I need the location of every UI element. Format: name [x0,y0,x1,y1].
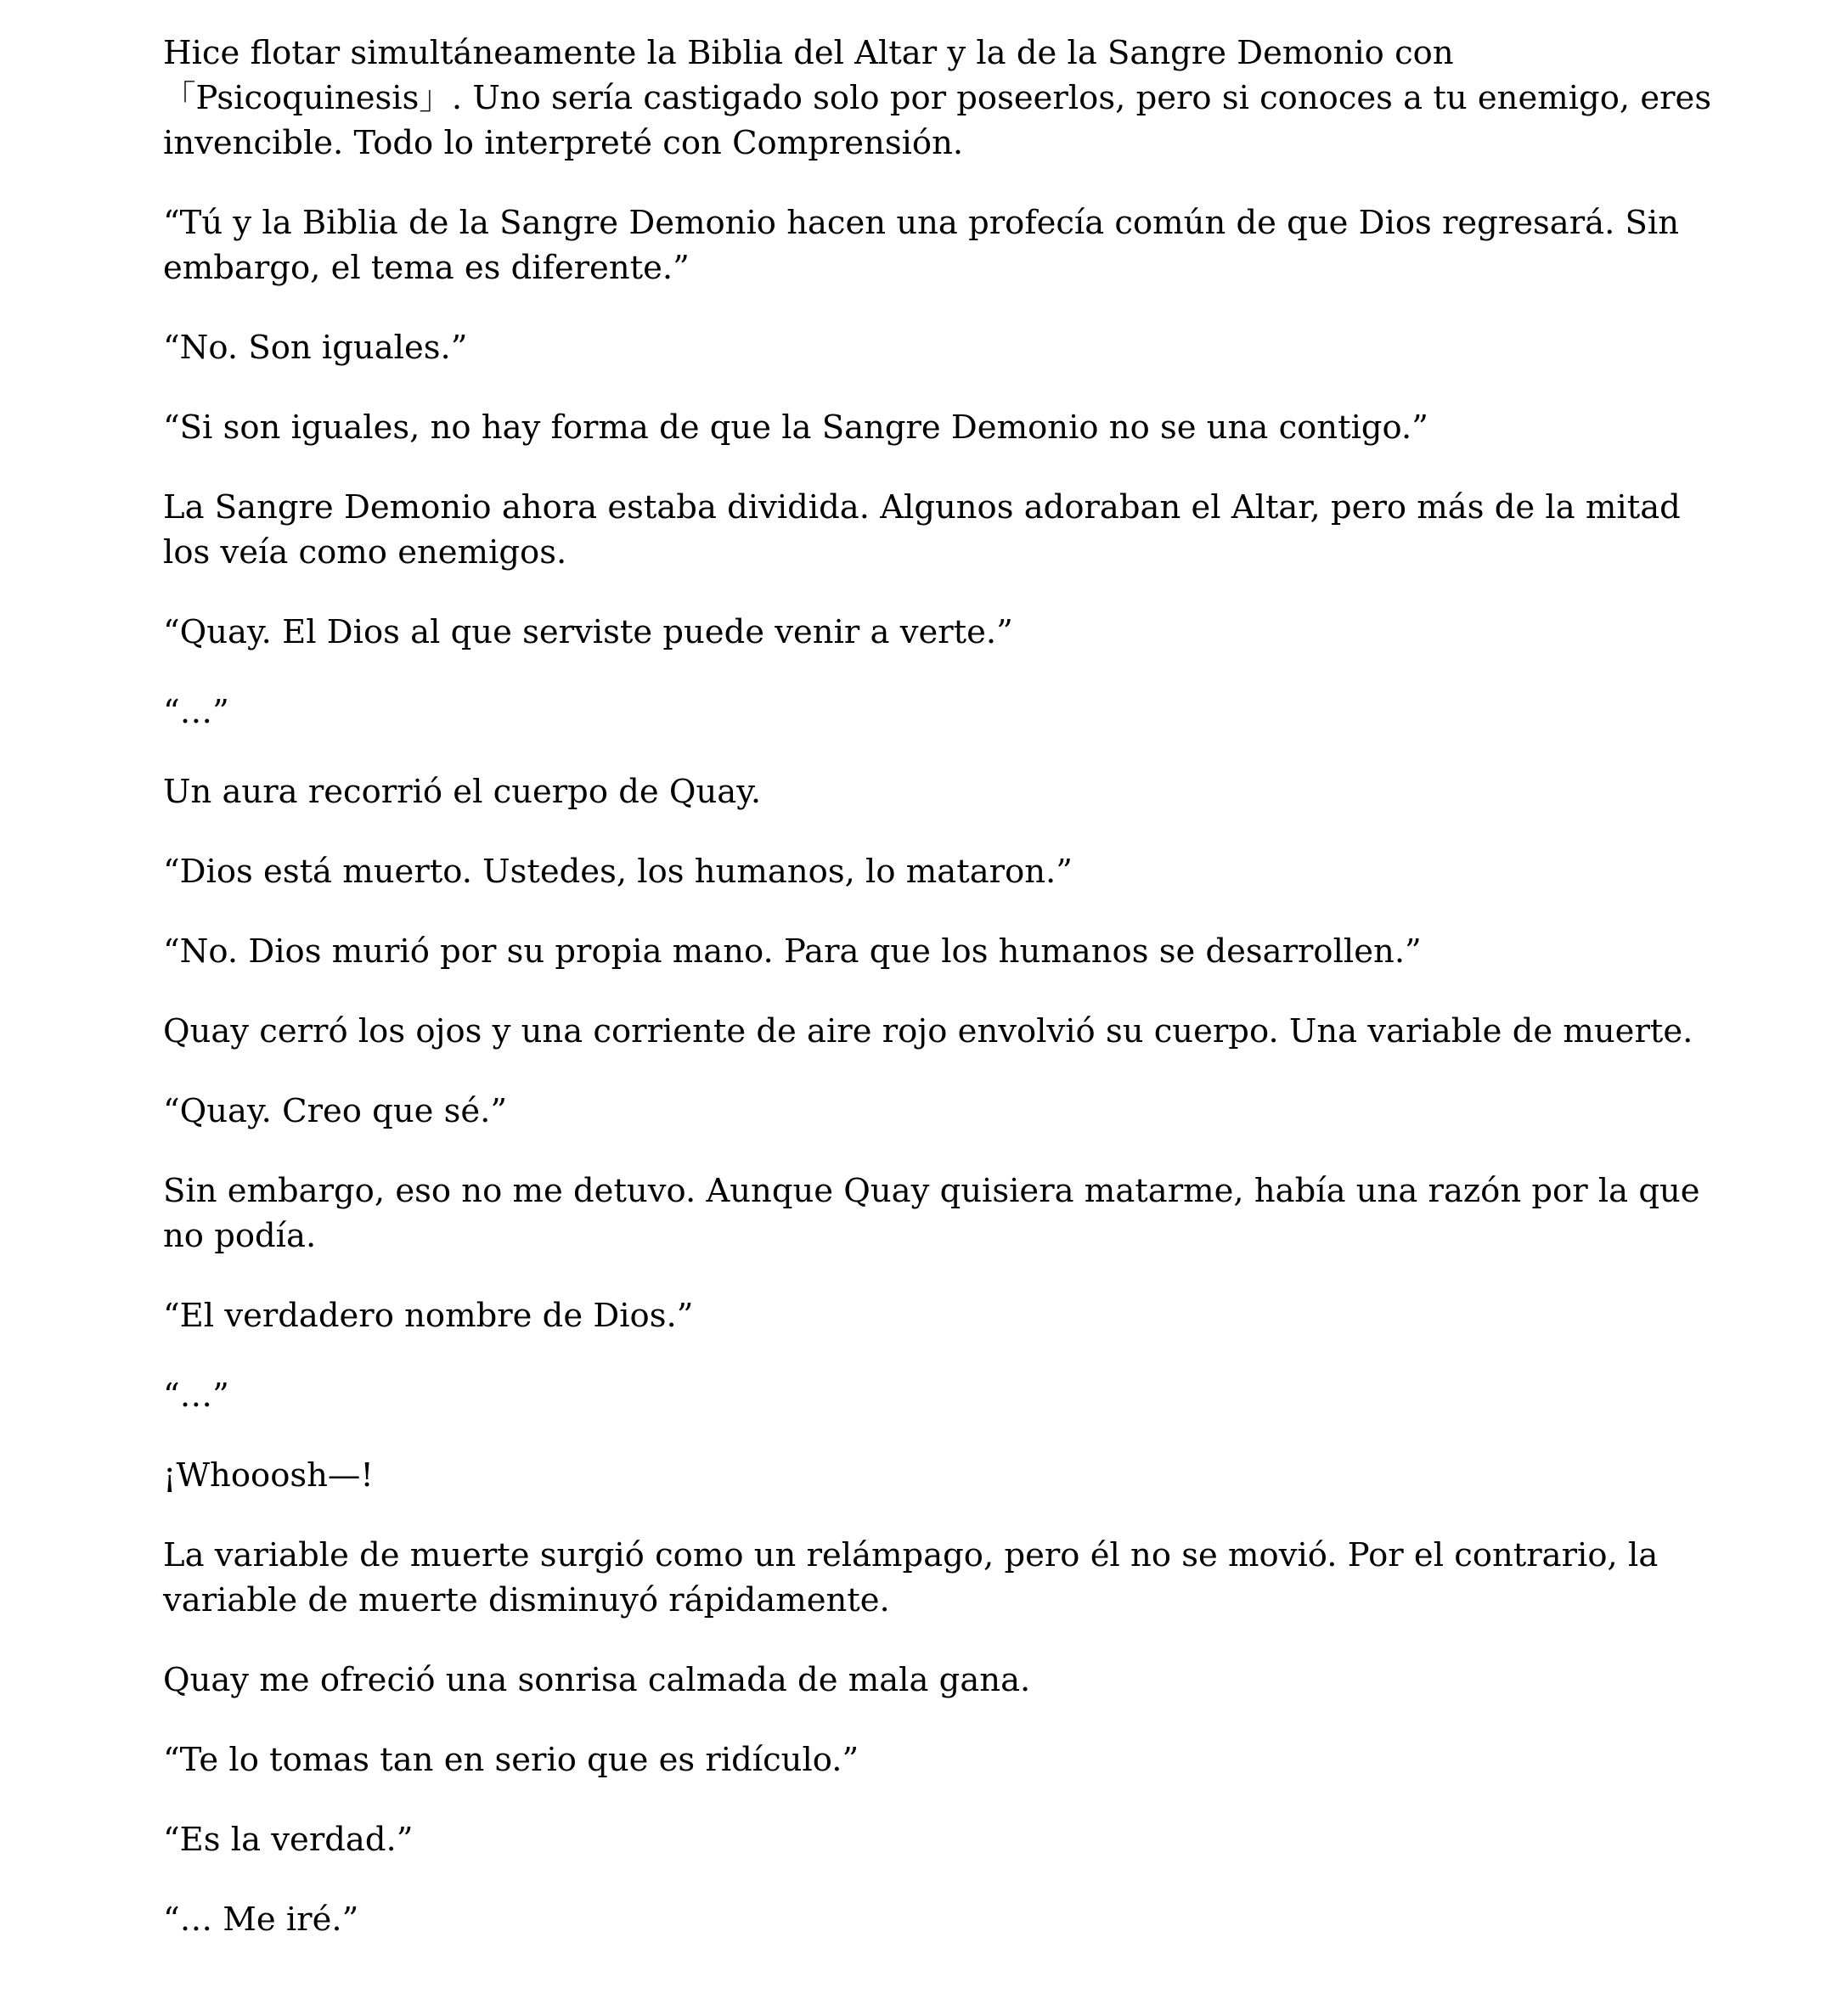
paragraph-11: Quay cerró los ojos y una corriente de aire rojo envolvió su cuerpo. Una variable de muerte. [163,1012,1693,1050]
paragraph-14: “El verdadero nombre de Dios.” [163,1297,694,1335]
paragraph-21: “… Me iré.” [163,1900,359,1939]
paragraph-10: “No. Dios murió por su propia mano. Para que los humanos se desarrollen.” [163,932,1422,971]
paragraph-13: Sin embargo, eso no me detuvo. Aunque Quay quisiera matarme, había una razón por la que no podía. [163,1172,1700,1255]
paragraph-8: Un aura recorrió el cuerpo de Quay. [163,773,762,811]
document-page [163,31,1717,1977]
paragraph-12: “Quay. Creo que sé.” [163,1092,508,1130]
paragraph-18: Quay me ofreció una sonrisa calmada de mala gana. [163,1661,1031,1699]
paragraph-5: La Sangre Demonio ahora estaba dividida. Algunos adoraban el Altar, pero más de la mitad los veía como enemigos. [163,488,1681,572]
paragraph-20: “Es la verdad.” [163,1821,414,1859]
paragraph-9: “Dios está muerto. Ustedes, los humanos, lo mataron.” [163,853,1073,891]
paragraph-4: “Si son iguales, no hay forma de que la Sangre Demonio no se una contigo.” [163,408,1428,447]
paragraph-6: “Quay. El Dios al que serviste puede venir a verte.” [163,613,1013,651]
paragraph-16: ¡Whooosh—! [163,1456,374,1495]
paragraph-15: “…” [163,1377,229,1415]
paragraph-7: “…” [163,693,229,731]
paragraph-2: “Tú y la Biblia de la Sangre Demonio hacen una profecía común de que Dios regresará. Sin embargo, el tema es diferente.” [163,204,1680,287]
paragraph-1: Hice flotar simultáneamente la Biblia del Altar y la de la Sangre Demonio con「Psicoquinesis」. Uno sería castigado solo por poseerlos, pero si conoces a tu enemigo, eres invencible. Todo lo interpreté con Comprensión. [163,34,1712,162]
paragraph-19: “Te lo tomas tan en serio que es ridículo.” [163,1741,859,1779]
paragraph-3: “No. Son iguales.” [163,329,468,367]
paragraph-17: La variable de muerte surgió como un relámpago, pero él no se movió. Por el contrario, la variable de muerte disminuyó rápidamente. [163,1536,1659,1619]
